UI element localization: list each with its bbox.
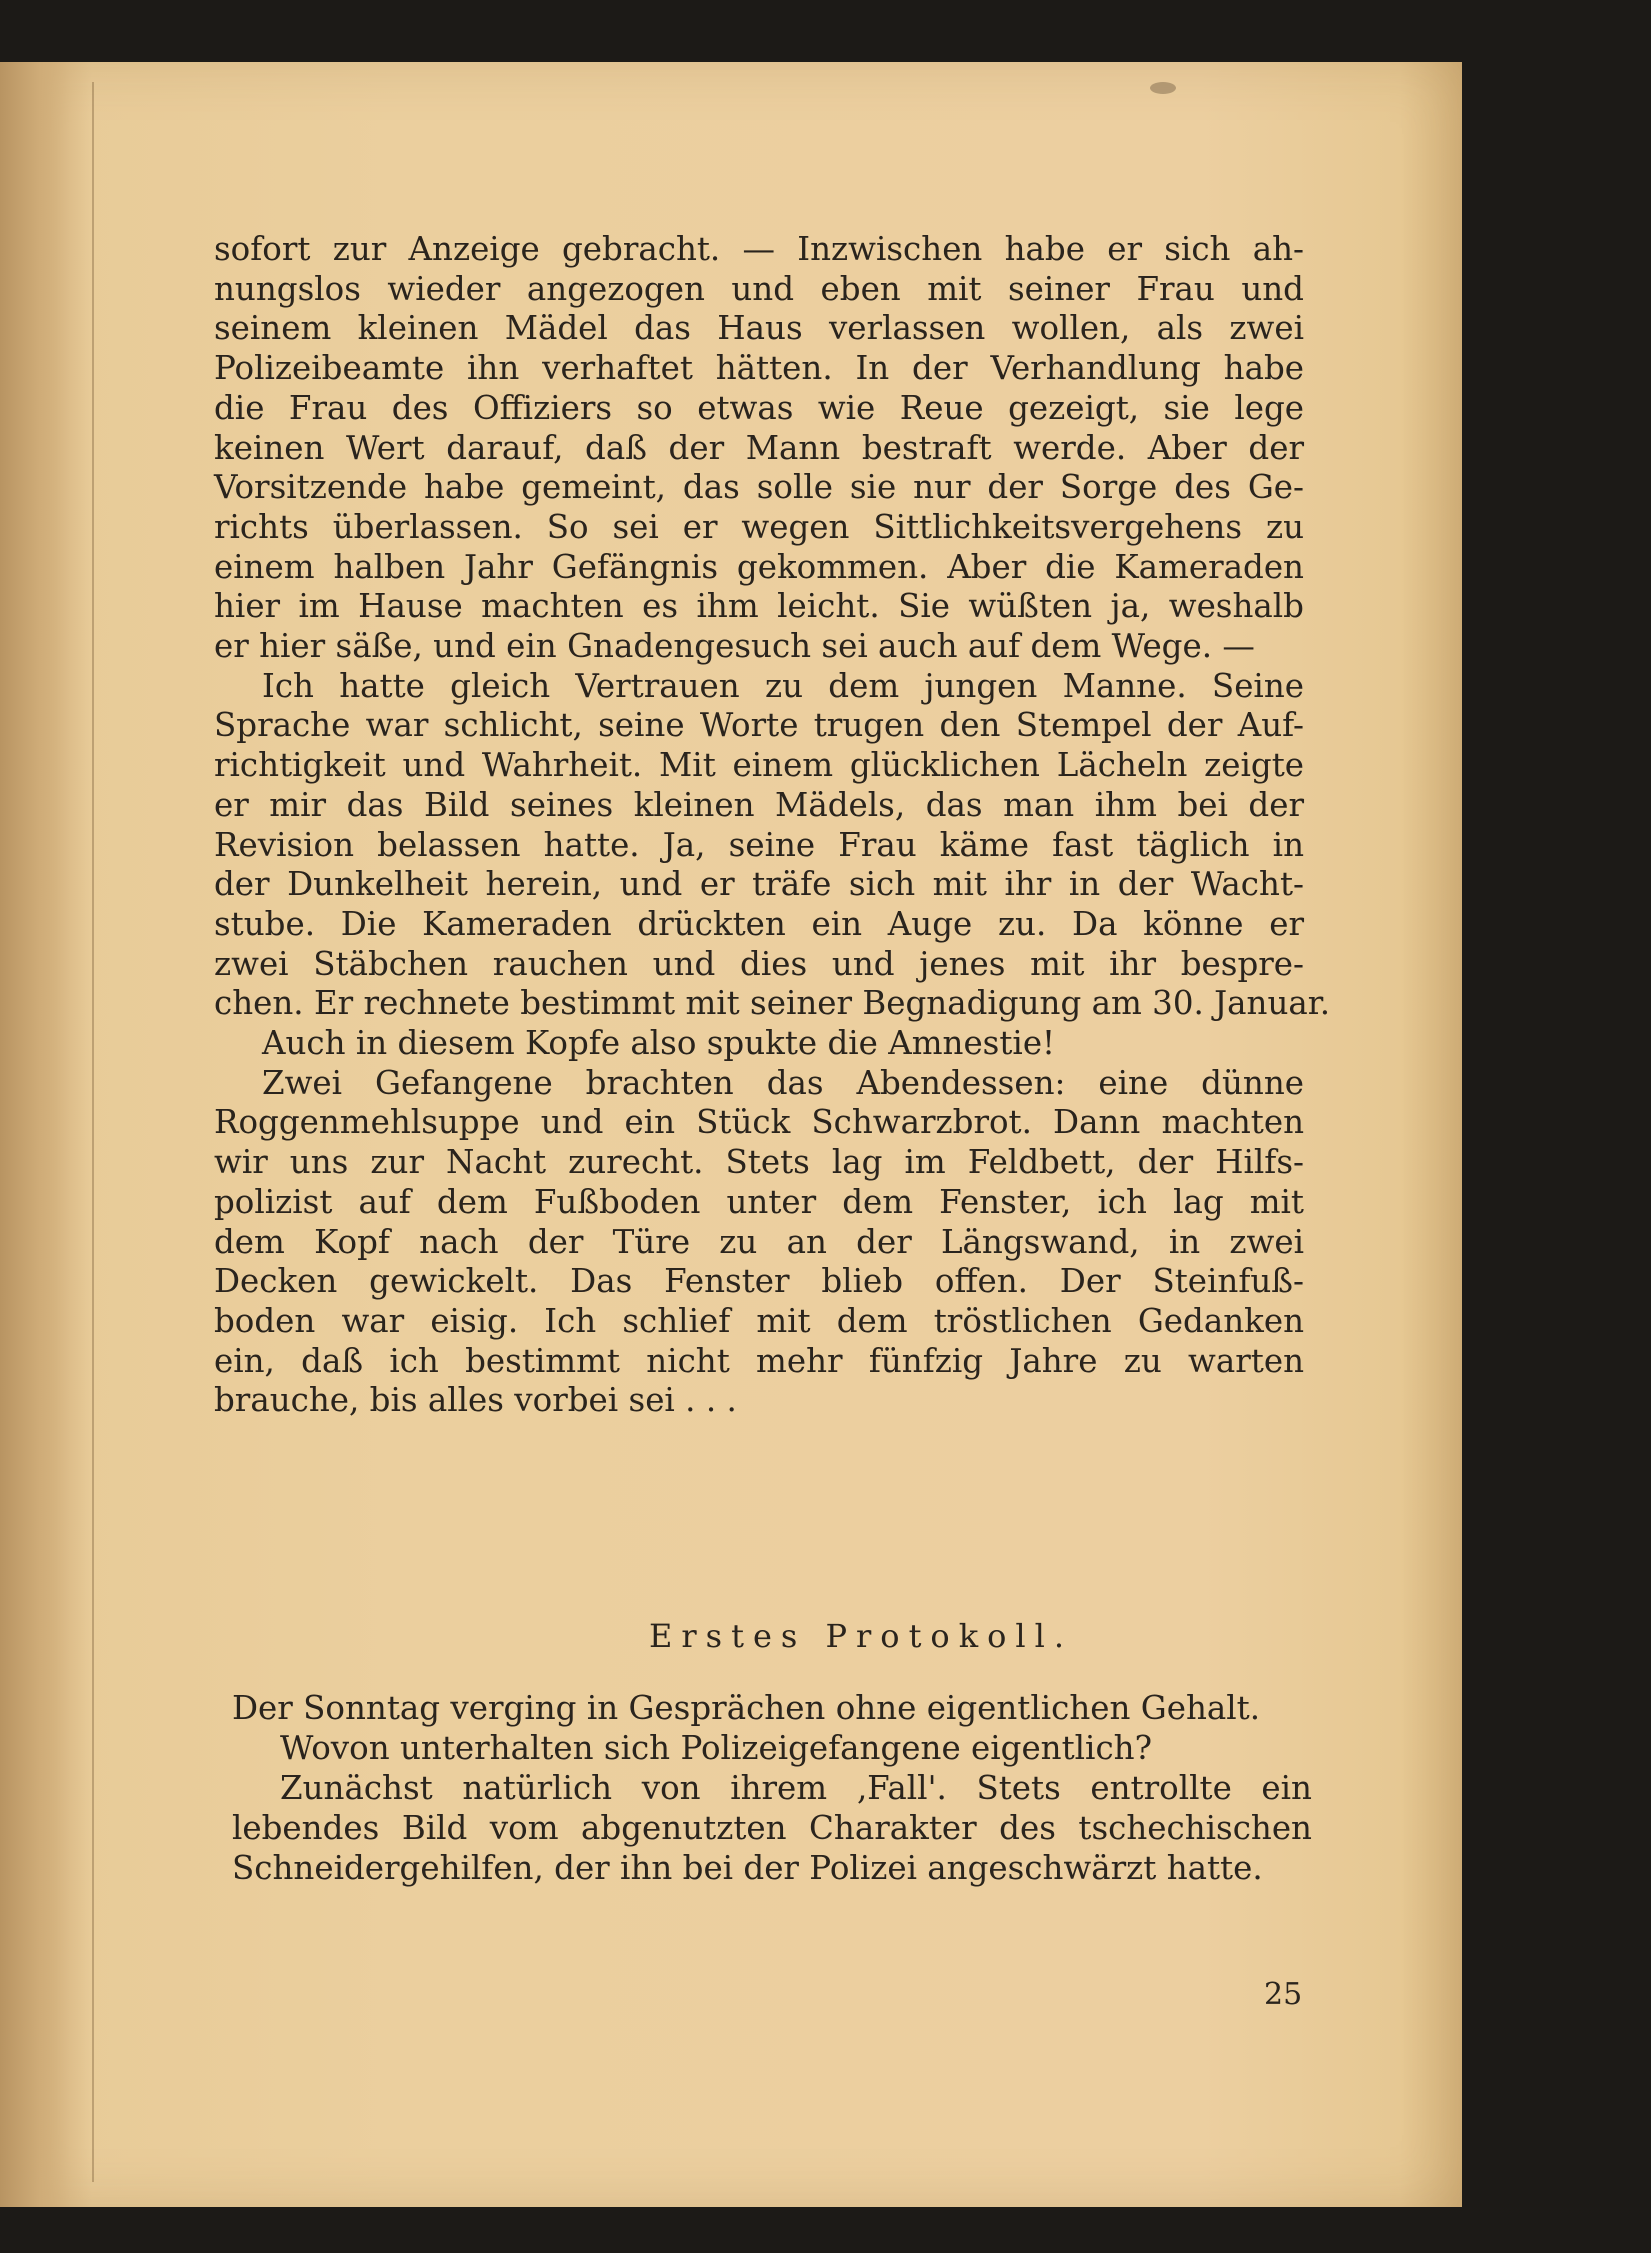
second-text-block xyxy=(232,1688,1312,1888)
text-line: richts überlassen. So sei er wegen Sittlichkeitsvergehens zu xyxy=(214,507,1304,546)
text-line: wir uns zur Nacht zurecht. Stets lag im Feldbett, der Hilfs- xyxy=(214,1143,1304,1182)
paragraph xyxy=(214,1064,1304,1421)
text-line: Zunächst natürlich von ihrem ‚Fall'. Stets entrollte ein xyxy=(280,1769,1312,1807)
book-page xyxy=(0,62,1462,2207)
paragraph xyxy=(214,230,1304,667)
text-line: der Dunkelheit herein, und er träfe sich mit ihr in der Wacht- xyxy=(214,865,1304,904)
text-line: Sprache war schlicht, seine Worte trugen den Stempel der Auf- xyxy=(214,706,1304,745)
paragraph xyxy=(232,1688,1312,1728)
text-line: Wovon unterhalten sich Polizeigefangene eigentlich? xyxy=(280,1729,1153,1767)
paragraph xyxy=(214,666,1331,1024)
text-line: Zwei Gefangene brachten das Abendessen: eine dünne xyxy=(262,1063,1304,1102)
text-line: brauche, bis alles vorbei sei . . . xyxy=(214,1381,737,1420)
text-line: Revision belassen hatte. Ja, seine Frau käme fast täglich in xyxy=(214,825,1304,864)
text-line: Ich hatte gleich Vertrauen zu dem jungen Manne. Seine xyxy=(262,666,1304,705)
text-line: Roggenmehlsuppe und ein Stück Schwarzbrot. Dann machten xyxy=(214,1103,1304,1142)
text-line: er mir das Bild seines kleinen Mädels, das man ihm bei der xyxy=(214,785,1304,824)
text-line: lebendes Bild vom abgenutzten Charakter des tschechischen xyxy=(232,1809,1312,1847)
text-line: Der Sonntag verging in Gesprächen ohne eigentlichen Gehalt. xyxy=(232,1689,1261,1727)
text-line: richtigkeit und Wahrheit. Mit einem glücklichen Lächeln zeigte xyxy=(214,746,1304,785)
ink-smudge xyxy=(1150,82,1176,94)
text-line: Schneidergehilfen, der ihn bei der Polizei angeschwärzt hatte. xyxy=(232,1849,1263,1887)
text-line: Polizeibeamte ihn verhaftet hätten. In der Verhandlung habe xyxy=(214,349,1304,388)
text-line: Vorsitzende habe gemeint, das solle sie nur der Sorge des Ge- xyxy=(214,468,1304,507)
text-line: er hier säße, und ein Gnadengesuch sei auch auf dem Wege. — xyxy=(214,627,1255,666)
page-gutter xyxy=(0,62,92,2207)
binding-crease xyxy=(92,82,94,2182)
text-line: polizist auf dem Fußboden unter dem Fenster, ich lag mit xyxy=(214,1182,1304,1221)
text-line: Decken gewickelt. Das Fenster blieb offen. Der Steinfuß- xyxy=(214,1262,1304,1301)
page-number: 25 xyxy=(1264,1977,1303,2012)
paragraph xyxy=(232,1768,1312,1888)
text-line: seinem kleinen Mädel das Haus verlassen wollen, als zwei xyxy=(214,309,1304,348)
text-line: einem halben Jahr Gefängnis gekommen. Aber die Kameraden xyxy=(214,547,1304,586)
text-line: Auch in diesem Kopfe also spukte die Amnestie! xyxy=(262,1024,1056,1063)
text-line: stube. Die Kameraden drückten ein Auge zu. Da könne er xyxy=(214,904,1304,943)
text-line: nungslos wieder angezogen und eben mit seiner Frau und xyxy=(214,269,1304,308)
text-line: die Frau des Offiziers so etwas wie Reue gezeigt, sie lege xyxy=(214,388,1304,427)
text-line: hier im Hause machten es ihm leicht. Sie wüßten ja, weshalb xyxy=(214,587,1304,626)
main-text-block xyxy=(214,230,1331,1421)
paragraph xyxy=(232,1728,1312,1768)
section-heading: Erstes Protokoll. xyxy=(649,1617,1073,1655)
text-line: keinen Wert darauf, daß der Mann bestraft werde. Aber der xyxy=(214,428,1304,467)
text-line: zwei Stäbchen rauchen und dies und jenes mit ihr bespre- xyxy=(214,944,1304,983)
text-line: ein, daß ich bestimmt nicht mehr fünfzig Jahre zu warten xyxy=(214,1341,1304,1380)
text-line: boden war eisig. Ich schlief mit dem tröstlichen Gedanken xyxy=(214,1301,1304,1340)
text-line: dem Kopf nach der Türe zu an der Längswand, in zwei xyxy=(214,1222,1304,1261)
paragraph xyxy=(214,1024,1304,1064)
text-line: sofort zur Anzeige gebracht. — Inzwischen habe er sich ah- xyxy=(214,230,1304,268)
text-line: chen. Er rechnete bestimmt mit seiner Begnadigung am 30. Januar. xyxy=(214,984,1331,1023)
